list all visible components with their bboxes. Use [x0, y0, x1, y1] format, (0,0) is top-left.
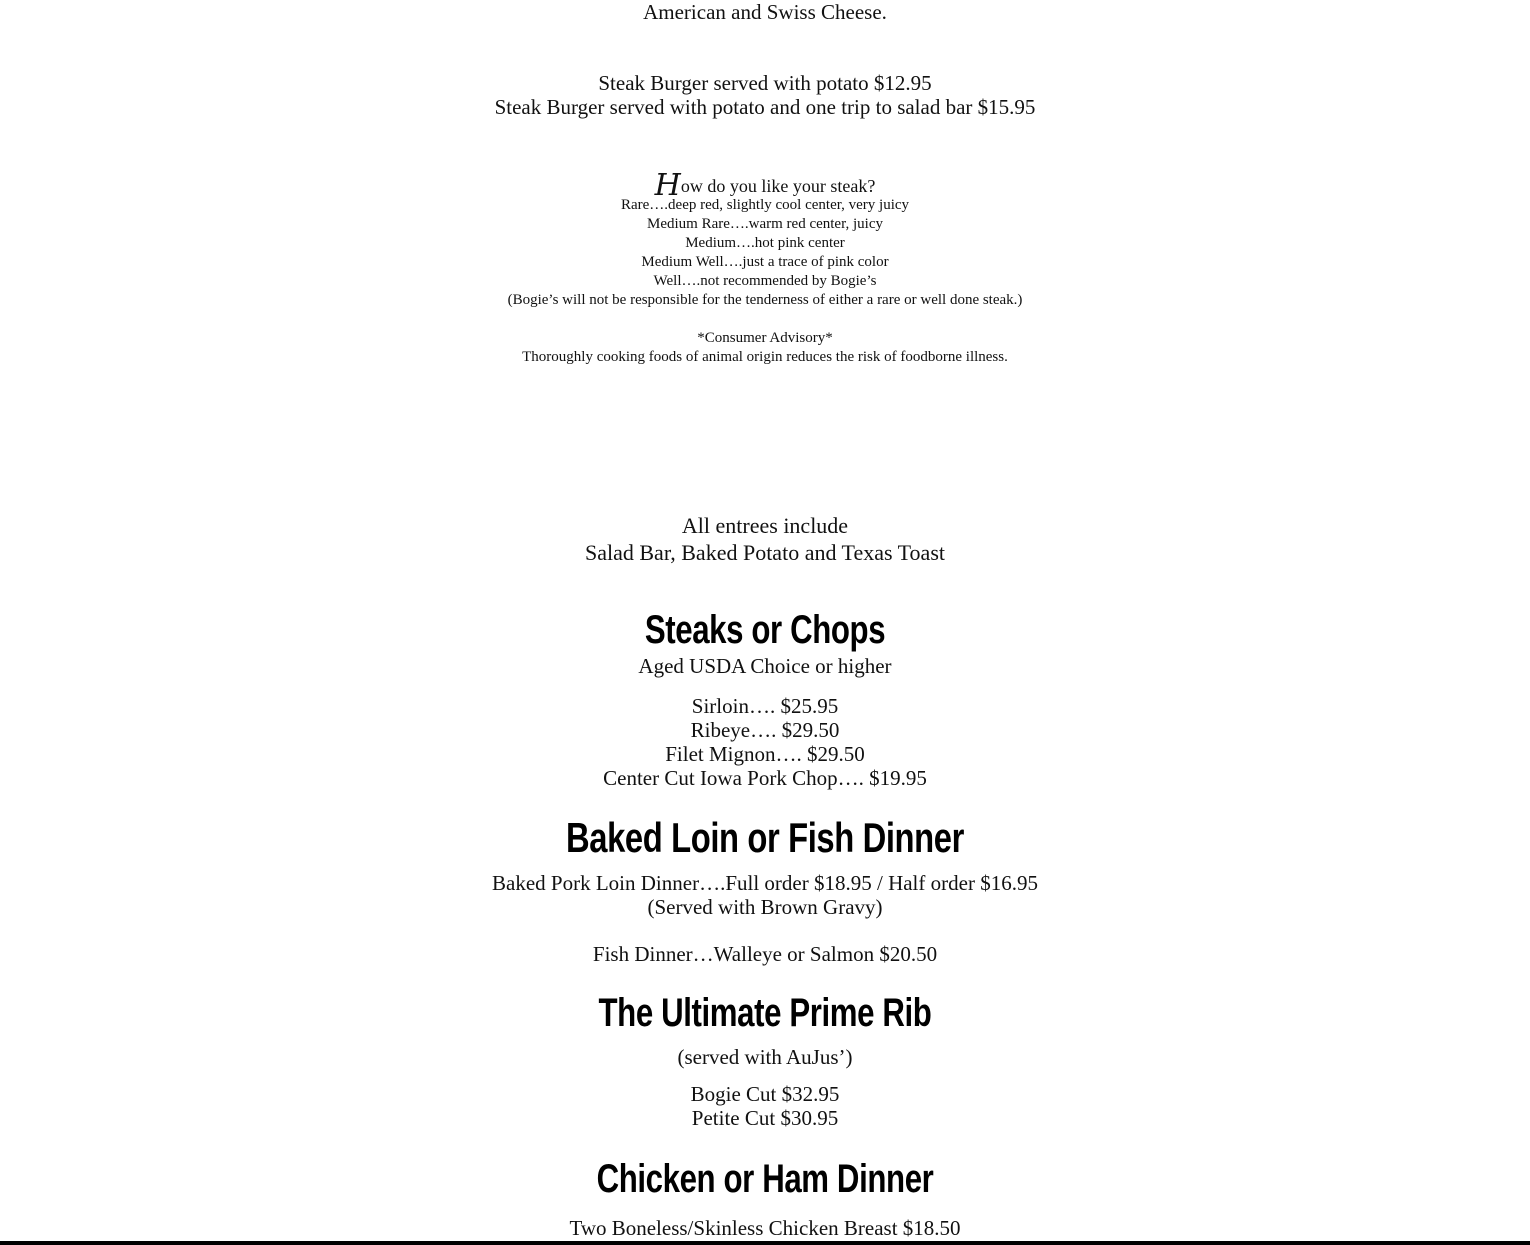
doneness-medium: Medium….hot pink center — [685, 235, 845, 251]
steaks-heading: Steaks or Chops — [644, 608, 886, 652]
steak-item-pork-chop: Center Cut Iowa Pork Chop…. $19.95 — [603, 766, 927, 790]
doneness-well: Well….not recommended by Bogie’s — [653, 273, 877, 289]
entrees-intro-line1: All entrees include — [681, 513, 849, 538]
doneness-rare: Rare….deep red, slightly cool center, very juicy — [620, 197, 910, 213]
doneness-medium-rare: Medium Rare….warm red center, juicy — [647, 216, 883, 232]
doneness-question-text: ow do you like your steak? — [680, 176, 876, 196]
chicken-item: Two Boneless/Skinless Chicken Breast $18.50 — [569, 1216, 961, 1240]
steak-item-sirloin: Sirloin…. $25.95 — [691, 694, 839, 718]
steak-item-ribeye: Ribeye…. $29.50 — [690, 718, 840, 742]
fish-dinner-item: Fish Dinner…Walleye or Salmon $20.50 — [592, 942, 938, 966]
chicken-ham-heading: Chicken or Ham Dinner — [596, 1157, 934, 1201]
burger-price-salad: Steak Burger served with potato and one trip to salad bar $15.95 — [494, 95, 1036, 119]
pork-loin-item: Baked Pork Loin Dinner….Full order $18.95 / Half order $16.95 — [492, 871, 1038, 895]
burger-price-potato: Steak Burger served with potato $12.95 — [598, 71, 932, 95]
advisory-title: *Consumer Advisory* — [697, 330, 833, 346]
loin-fish-heading: Baked Loin or Fish Dinner — [566, 814, 964, 861]
prime-rib-petite-cut: Petite Cut $30.95 — [691, 1106, 839, 1130]
entrees-intro-line2: Salad Bar, Baked Potato and Texas Toast — [585, 540, 945, 565]
prime-rib-subtitle: (served with AuJus’) — [677, 1045, 853, 1069]
prime-rib-bogie-cut: Bogie Cut $32.95 — [690, 1082, 840, 1106]
advisory-text: Thoroughly cooking foods of animal origin reduces the risk of foodborne illness. — [522, 349, 1008, 365]
doneness-medium-well: Medium Well….just a trace of pink color — [641, 254, 889, 270]
doneness-disclaimer: (Bogie’s will not be responsible for the tenderness of either a rare or well done steak.) — [507, 292, 1023, 308]
pork-loin-gravy-note: (Served with Brown Gravy) — [647, 895, 883, 919]
burger-cheese-line: American and Swiss Cheese. — [643, 0, 887, 24]
decorative-initial: H — [654, 168, 681, 203]
prime-rib-heading: The Ultimate Prime Rib — [598, 991, 932, 1035]
steaks-subtitle: Aged USDA Choice or higher — [638, 654, 892, 678]
bottom-divider — [0, 1241, 1530, 1245]
steak-item-filet: Filet Mignon…. $29.50 — [665, 742, 865, 766]
